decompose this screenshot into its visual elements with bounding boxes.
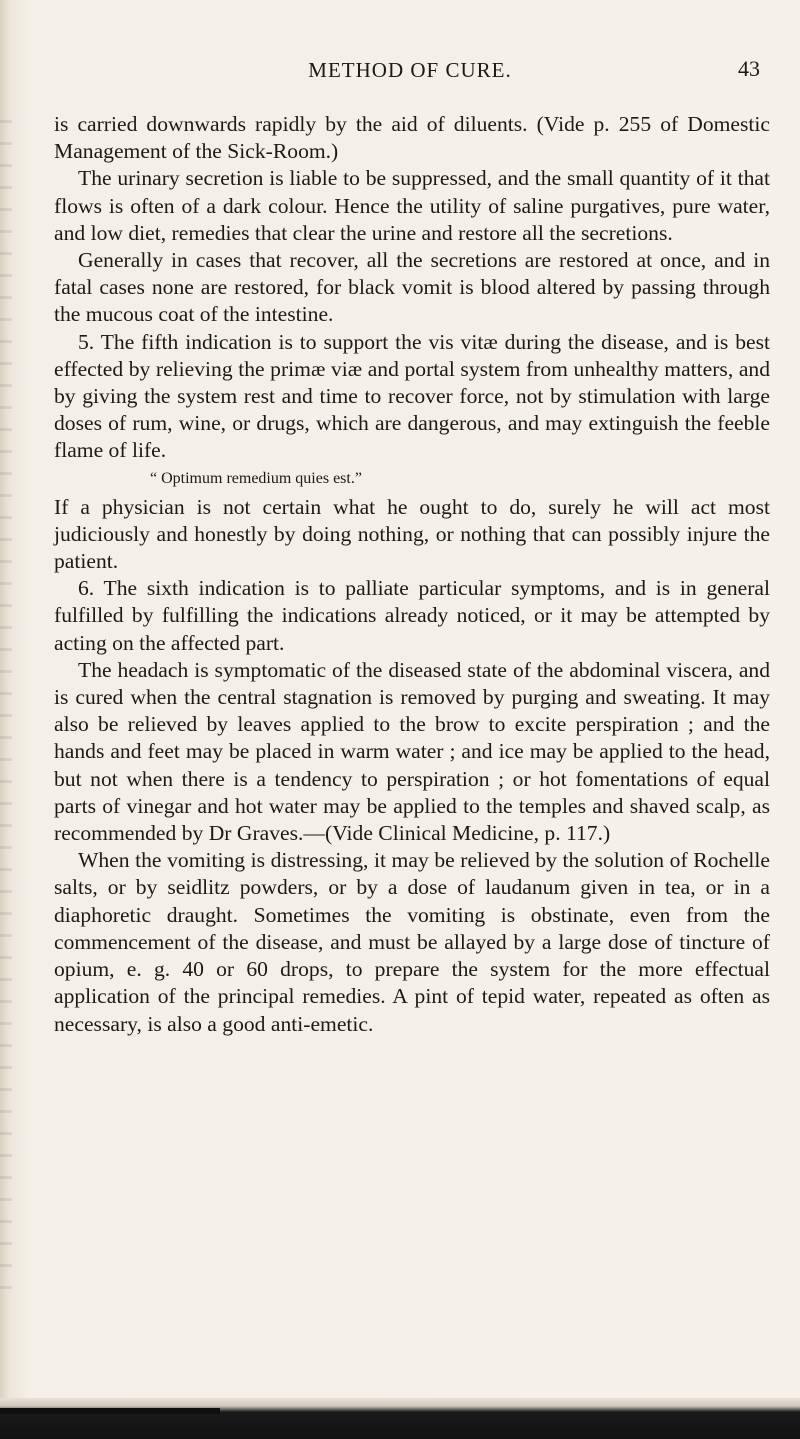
paragraph: is carried downwards rapidly by the aid of diluents. (Vide p. 255 of Domestic Management of the Sick-Room.) xyxy=(54,112,770,164)
binding-gutter xyxy=(0,120,12,1300)
paragraph: The headach is symptomatic of the diseased state of the abdominal viscera, and is cured when the central stagnation is removed by purging and sweating. It may also be relieved by leaves applied to the brow to excite perspiration ; and the hands and feet may be placed in warm water ; and ice may be applied to the head, but not when there is a tendency to perspiration ; or hot fomentations of equal parts of vinegar and hot water may be applied to the temples and shaved scalp, as recommended by Dr Graves.—(Vide Clinical Medicine, p. 117.) xyxy=(54,657,770,846)
page-number: 43 xyxy=(738,56,760,81)
page-header xyxy=(60,56,760,88)
paragraph: When the vomiting is distressing, it may be relieved by the solution of Rochelle salts, or by seidlitz powders, or by a dose of laudanum given in tea, or in a diaphoretic draught. Sometimes the vomiting is obstinate, even from the commencement of the disease, and must be allayed by a large dose of tincture of opium, e. g. 40 or 60 drops, to prepare the system for the more effectual application of the principal remedies. A pint of tepid water, repeated as often as necessary, is also a good anti-emetic. xyxy=(54,848,770,1036)
paragraph: The urinary secretion is liable to be suppressed, and the small quantity of it that flows is often of a dark colour. Hence the utility of saline purgatives, pure water, and low diet, remedies that clear the urine and restore all the secretions. xyxy=(54,166,770,245)
paragraph: 6. The sixth indication is to palliate particular symptoms, and is in general fulfilled by fulfilling the indications already noticed, or it may be attempted by acting on the affected part. xyxy=(54,576,770,655)
paragraph: Generally in cases that recover, all the secretions are restored at once, and in fatal cases none are restored, for black vomit is blood altered by passing through the mucous coat of the intestine. xyxy=(54,248,770,327)
latin-quote: “ Optimum remedium quies est.” xyxy=(150,469,362,487)
body-text xyxy=(54,111,770,1038)
paragraph: If a physician is not certain what he ought to do, surely he will act most judiciously and honestly by doing nothing, or nothing that can possibly injure the patient. xyxy=(54,494,770,574)
scan-edge-shadow xyxy=(0,1398,800,1439)
paragraph: 5. The fifth indication is to support the vis vitæ during the disease, and is best effected by relieving the primæ viæ and portal system from unhealthy matters, and by giving the system rest and time to recover force, not by stimulation with large doses of rum, wine, or drugs, which are dangerous, and may extinguish the feeble flame of life. xyxy=(54,329,770,463)
running-head: METHOD OF CURE. xyxy=(308,58,512,82)
